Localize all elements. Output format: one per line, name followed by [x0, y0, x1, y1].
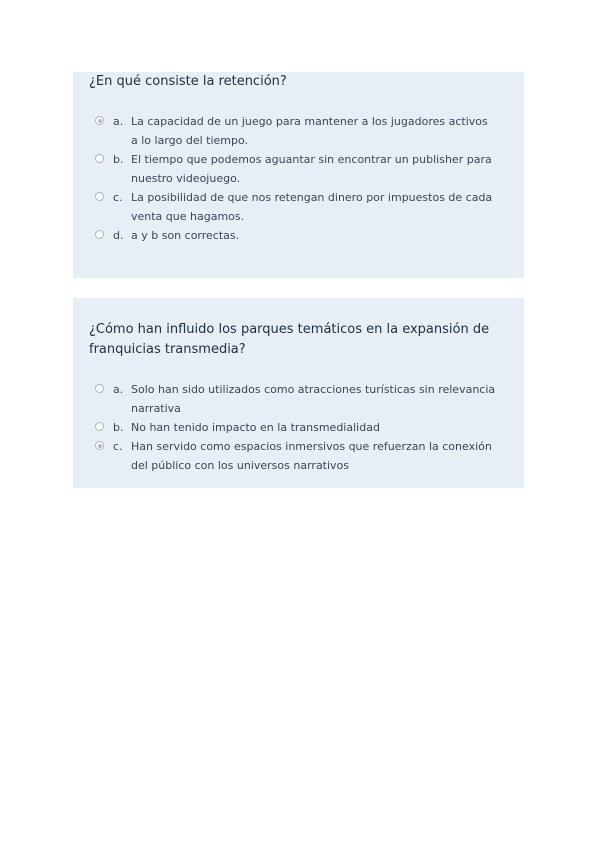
radio-selected-icon[interactable]: [95, 441, 104, 450]
answer-text: No han tenido impacto en la transmedialidad: [131, 421, 380, 434]
answer-text: a y b son correctas.: [131, 229, 240, 242]
question-text: ¿Cómo han influido los parques temáticos en la expansión de franquicias transmedia?: [89, 322, 490, 357]
answer-text: La posibilidad de que nos retengan dinero por impuestos de cada venta que hagamos.: [131, 191, 493, 223]
answer-text: El tiempo que podemos aguantar sin encontrar un publisher para nuestro videojuego.: [131, 153, 492, 185]
answer-option-b[interactable]: [73, 418, 524, 437]
radio-icon[interactable]: [95, 192, 104, 201]
answer-letter: c.: [113, 440, 123, 453]
answer-list: [73, 112, 524, 245]
question-card-1: [73, 72, 524, 278]
answer-text: La capacidad de un juego para mantener a los jugadores activos a lo largo del tiempo.: [131, 115, 488, 147]
answer-option-c[interactable]: [73, 437, 524, 475]
radio-icon[interactable]: [95, 422, 104, 431]
answer-list: [73, 380, 524, 475]
answer-option-a[interactable]: [73, 112, 524, 150]
answer-letter: a.: [113, 383, 124, 396]
radio-icon[interactable]: [95, 384, 104, 393]
answer-letter: d.: [113, 229, 124, 242]
question-text: ¿En qué consiste la retención?: [89, 74, 287, 89]
answer-option-b[interactable]: [73, 150, 524, 188]
answer-text: Han servido como espacios inmersivos que refuerzan la conexión del público con los universos narrativos: [131, 440, 492, 472]
radio-icon[interactable]: [95, 154, 104, 163]
answer-text: Solo han sido utilizados como atracciones turísticas sin relevancia narrativa: [131, 383, 496, 415]
answer-letter: b.: [113, 153, 124, 166]
question-card-2: [73, 298, 524, 488]
answer-letter: b.: [113, 421, 124, 434]
radio-selected-icon[interactable]: [95, 116, 104, 125]
radio-icon[interactable]: [95, 230, 104, 239]
answer-option-a[interactable]: [73, 380, 524, 418]
answer-option-c[interactable]: [73, 188, 524, 226]
answer-letter: c.: [113, 191, 123, 204]
answer-letter: a.: [113, 115, 124, 128]
answer-option-d[interactable]: [73, 226, 524, 245]
